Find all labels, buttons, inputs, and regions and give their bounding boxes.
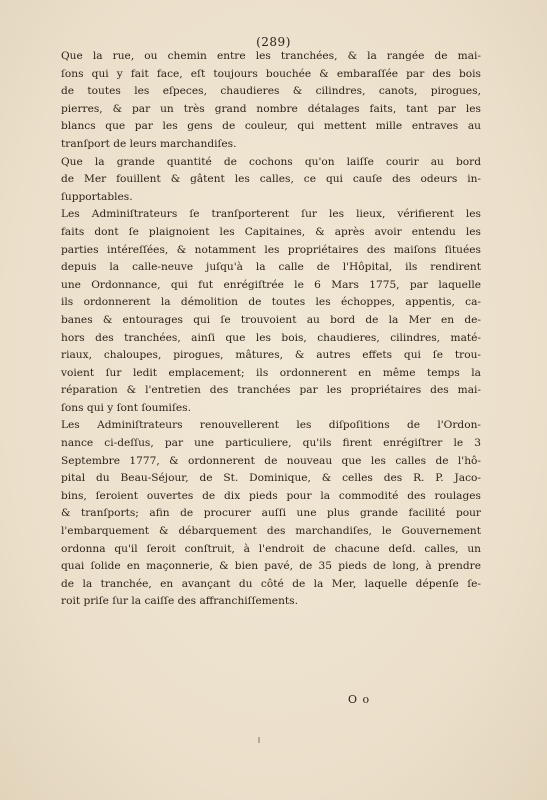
- text-line: roit priſe ſur la caiſſe des affranchiſſements.: [61, 595, 298, 608]
- text-line: Les Adminiſtrateurs ſe tranſporterent ſur les lieux, vérifierent les: [61, 208, 481, 221]
- text-line: réparation & l'entretien des tranchées par les propriétaires des mai-: [61, 384, 481, 397]
- catchword: O o: [348, 693, 371, 706]
- text-line: ſons qui y fait face, eſt toujours bouchée & embaraſſée par des bois: [61, 67, 481, 80]
- text-line: l'embarquement & débarquement des marchandiſes, le Gouvernement: [61, 525, 481, 538]
- text-line: ordonna qu'il ſeroit conſtruit, à l'endroit de chacune deſd. calles, un: [61, 542, 481, 555]
- text-line: pital du Beau-Séjour, de St. Dominique, & celles des R. P. Jaco-: [61, 472, 481, 485]
- text-line: ſons qui y ſont ſoumiſes.: [61, 401, 191, 414]
- text-line: Que la grande quantité de cochons qu'on laiſſe courir au bord: [61, 155, 481, 168]
- text-line: ils ordonnerent la démolition de toutes les échoppes, appentis, ca-: [61, 296, 481, 309]
- text-line: Que la rue, ou chemin entre les tranchées, & la rangée de mai-: [61, 50, 481, 62]
- page-number: (289): [256, 35, 291, 49]
- text-line: faits dont ſe plaignoient les Capitaines, & après avoir entendu les: [61, 225, 481, 238]
- text-line: Les Adminiſtrateurs renouvellerent les diſpoſitions de l'Ordon-: [61, 419, 481, 432]
- text-line: de toutes les eſpeces, chaudieres & cilindres, canots, pirogues,: [61, 85, 481, 98]
- text-line: Septembre 1777, & ordonnerent de nouveau que les calles de l'hô-: [61, 454, 481, 467]
- text-line: & tranſports; afin de procurer auſſi une plus grande facilité pour: [61, 507, 481, 520]
- text-line: ſupportables.: [61, 190, 133, 203]
- paper-mark: [258, 737, 260, 743]
- text-line: pierres, & par un très grand nombre détalages faits, tant par les: [61, 102, 481, 115]
- text-line: bins, ſeroient ouvertes de dix pieds pour la commodité des roulages: [61, 489, 481, 502]
- text-line: nance ci-deſſus, par une particuliere, qu'ils firent enrégiſtrer le 3: [61, 437, 481, 450]
- text-line: de Mer fouillent & gâtent les calles, ce qui cauſe des odeurs in-: [61, 173, 481, 186]
- text-line: banes & entourages qui ſe trouvoient au bord de la Mer en de-: [61, 313, 481, 326]
- text-line: de la tranchée, en avançant du côté de la Mer, laquelle dépenſe ſe-: [61, 577, 481, 590]
- text-line: hors des tranchées, ainſi que les bois, chaudieres, cilindres, maté-: [61, 331, 481, 344]
- text-line: blancs que par les gens de couleur, qui mettent mille entraves au: [61, 120, 481, 133]
- text-line: une Ordonnance, qui fut enrégiſtrée le 6 Mars 1775, par laquelle: [61, 278, 481, 291]
- text-line: tranſport de leurs marchandiſes.: [61, 137, 237, 150]
- body-text: [61, 48, 481, 611]
- text-line: voient ſur ledit emplacement; ils ordonnerent en même temps la: [61, 366, 481, 379]
- text-line: riaux, chaloupes, pirogues, mâtures, & autres effets qui ſe trou-: [61, 349, 481, 362]
- text-line: quai ſolide en maçonnerie, & bien pavé, de 35 pieds de long, à prendre: [61, 560, 481, 573]
- text-line: depuis la calle-neuve juſqu'à la calle de l'Hôpital, ils rendirent: [61, 261, 481, 274]
- text-line: parties intéreſſées, & notamment les propriétaires des maiſons ſituées: [61, 243, 481, 256]
